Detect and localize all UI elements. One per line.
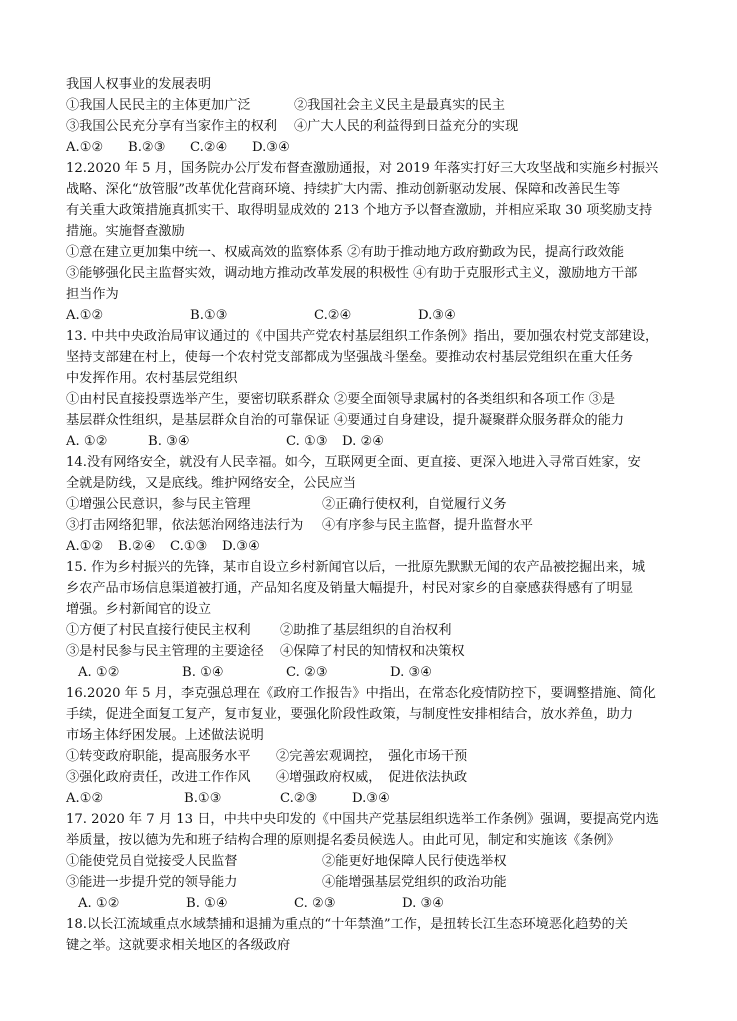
question-text-line: 措施。实施督查激励 bbox=[66, 224, 185, 239]
option-2: ②正确行使权利，自觉履行义务 bbox=[322, 497, 507, 512]
option-line: ①由村民直接投票选举产生，要密切联系群众 ②要全面领导隶属村的各类组织和各项工作 ③是 bbox=[66, 392, 616, 407]
choice-d: D. ③④ bbox=[402, 896, 445, 911]
choice-c: C. ②③ bbox=[286, 665, 328, 680]
question-17 bbox=[66, 809, 688, 914]
option-4: ④有序参与民主监督，提升监督水平 bbox=[322, 518, 533, 533]
choice-c: C.①③ bbox=[170, 539, 208, 554]
choice-a: A. ①② bbox=[66, 434, 108, 449]
option-line: 基层群众性组织，是基层群众自治的可靠保证 ④要通过自身建设，提升凝聚群众服务群众的能力 bbox=[66, 413, 625, 428]
option-2: ②完善宏观调控， 强化市场干预 bbox=[276, 749, 468, 764]
option-4: ④增强政府权威， 促进依法执政 bbox=[276, 770, 468, 785]
question-text-line: 16.2020 年 5 月，李克强总理在《政府工作报告》中指出，在常态化疫情防控下，要调整措施、简化 bbox=[66, 686, 656, 701]
option-1: ①增强公民意识，参与民主管理 bbox=[66, 497, 251, 512]
choice-a: A.①② bbox=[66, 539, 104, 554]
option-4: ④能增强基层党组织的政治功能 bbox=[322, 875, 507, 890]
choice-c: C. ①③ bbox=[286, 434, 328, 449]
choice-b: B. ③④ bbox=[148, 434, 190, 449]
choice-d: D.③④ bbox=[222, 539, 260, 554]
choice-b: B.①③ bbox=[184, 791, 222, 806]
choice-d: D.③④ bbox=[418, 308, 456, 323]
exam-page bbox=[66, 74, 688, 956]
option-row bbox=[66, 494, 688, 515]
option-row bbox=[66, 767, 688, 788]
option-row bbox=[66, 116, 688, 137]
question-18 bbox=[66, 914, 688, 956]
answer-choices bbox=[66, 662, 688, 683]
question-stem: 我国人权事业的发展表明 bbox=[66, 77, 212, 92]
choice-d: D.③④ bbox=[352, 791, 390, 806]
option-row bbox=[66, 872, 688, 893]
choice-c: C.②④ bbox=[190, 140, 228, 155]
choice-b: B.②④ bbox=[118, 539, 156, 554]
option-3: ③我国公民充分享有当家作主的权利 bbox=[66, 119, 277, 134]
option-1: ①能使党员自觉接受人民监督 bbox=[66, 854, 238, 869]
option-3: ③强化政府责任，改进工作作风 bbox=[66, 770, 251, 785]
choice-a: A.①② bbox=[66, 791, 104, 806]
question-text-line: 17. 2020 年 7 月 13 日，中共中央印发的《中国共产党基层组织选举工作条例》强调，要提高党内选 bbox=[66, 812, 659, 827]
question-text-line: 中发挥作用。农村基层党组织 bbox=[66, 371, 238, 386]
choice-a: A.①② bbox=[66, 140, 104, 155]
question-13 bbox=[66, 326, 688, 452]
question-14 bbox=[66, 452, 688, 557]
question-text-line: 15. 作为乡村振兴的先锋，某市自设立乡村新闻官以后，一批原先默默无闻的农产品被挖掘出来，城 bbox=[66, 560, 646, 575]
option-3: ③打击网络犯罪，依法惩治网络违法行为 bbox=[66, 518, 304, 533]
option-3: ③能进一步提升党的领导能力 bbox=[66, 875, 238, 890]
option-1: ①转变政府职能，提高服务水平 bbox=[66, 749, 251, 764]
option-2: ②助推了基层组织的自治权利 bbox=[280, 623, 452, 638]
option-line: ①意在建立更加集中统一、权威高效的监察体系 ②有助于推动地方政府勤政为民，提高行政效能 bbox=[66, 245, 625, 260]
choice-d: D.③④ bbox=[252, 140, 290, 155]
option-row bbox=[66, 95, 688, 116]
question-text-line: 乡农产品市场信息渠道被打通，产品知名度及销量大幅提升，村民对家乡的自豪感获得感有了明显 bbox=[66, 581, 634, 596]
question-text-line: 全就是防线，又是底线。维护网络安全，公民应当 bbox=[66, 476, 357, 491]
choice-b: B. ①④ bbox=[186, 896, 228, 911]
answer-choices bbox=[66, 893, 688, 914]
option-3: ③是村民参与民主管理的主要途径 bbox=[66, 644, 264, 659]
option-line: ③能够强化民主监督实效，调动地方推动改革发展的积极性 ④有助于克服形式主义，激励地方干部 bbox=[66, 266, 638, 281]
option-row bbox=[66, 746, 688, 767]
question-text-line: 战略、深化“放管服”改革优化营商环境、持续扩大内需、推动创新驱动发展、保障和改善民生等 bbox=[66, 182, 621, 197]
question-text-line: 键之举。这就要求相关地区的各级政府 bbox=[66, 938, 291, 953]
answer-choices bbox=[66, 536, 688, 557]
question-text-line: 市场主体纾困发展。上述做法说明 bbox=[66, 728, 264, 743]
question-text-line: 有关重大政策措施真抓实干、取得明显成效的 213 个地方予以督查激励，并相应采取 30 项奖励支持 bbox=[66, 203, 653, 218]
choice-b: B.①③ bbox=[190, 308, 228, 323]
choice-b: B.②③ bbox=[128, 140, 166, 155]
choice-b: B. ①④ bbox=[182, 665, 224, 680]
answer-choices bbox=[66, 788, 688, 809]
option-2: ②我国社会主义民主是最真实的民主 bbox=[294, 98, 505, 113]
option-4: ④广大人民的利益得到日益充分的实现 bbox=[294, 119, 519, 134]
option-4: ④保障了村民的知情权和决策权 bbox=[280, 644, 465, 659]
question-text-line: 增强。乡村新闻官的设立 bbox=[66, 602, 212, 617]
answer-choices bbox=[66, 431, 688, 452]
choice-a: A. ①② bbox=[78, 665, 120, 680]
option-row bbox=[66, 620, 688, 641]
choice-d: D. ③④ bbox=[390, 665, 433, 680]
choice-d: D. ②④ bbox=[342, 434, 385, 449]
question-text-line: 举质量，按以德为先和班子结构合理的原则提名委员候选人。由此可见，制定和实施该《条例》 bbox=[66, 833, 620, 848]
question-11 bbox=[66, 74, 688, 158]
choice-c: C. ②③ bbox=[294, 896, 336, 911]
question-text-line: 14.没有网络安全，就没有人民幸福。如今，互联网更全面、更直接、更深入地进入寻常百姓家，安 bbox=[66, 455, 641, 470]
option-1: ①我国人民民主的主体更加广泛 bbox=[66, 98, 251, 113]
option-row bbox=[66, 515, 688, 536]
question-text-line: 坚持支部建在村上，使每一个农村党支部都成为坚强战斗堡垒。要推动农村基层党组织在重大任务 bbox=[66, 350, 634, 365]
question-15 bbox=[66, 557, 688, 683]
question-12 bbox=[66, 158, 688, 326]
option-line: 担当作为 bbox=[66, 287, 119, 302]
question-text-line: 手续，促进全面复工复产，复市复业，要强化阶段性政策，与制度性安排相结合，放水养鱼，助力 bbox=[66, 707, 634, 722]
option-row bbox=[66, 851, 688, 872]
choice-c: C.②③ bbox=[280, 791, 318, 806]
option-row bbox=[66, 641, 688, 662]
answer-choices bbox=[66, 305, 688, 326]
question-text-line: 12.2020 年 5 月，国务院办公厅发布督查激励通报，对 2019 年落实打好三大攻坚战和实施乡村振兴 bbox=[66, 161, 659, 176]
option-2: ②能更好地保障人民行使选举权 bbox=[322, 854, 507, 869]
question-text-line: 13. 中共中央政治局审议通过的《中国共产党农村基层组织工作条例》指出，要加强农村党支部建设， bbox=[66, 329, 659, 344]
choice-a: A. ①② bbox=[78, 896, 120, 911]
option-1: ①方便了村民直接行使民主权利 bbox=[66, 623, 251, 638]
answer-choices bbox=[66, 137, 688, 158]
question-16 bbox=[66, 683, 688, 809]
choice-a: A.①② bbox=[66, 308, 104, 323]
question-text-line: 18.以长江流域重点水域禁捕和退捕为重点的“十年禁渔”工作，是扭转长江生态环境恶化趋势的关 bbox=[66, 917, 628, 932]
choice-c: C.②④ bbox=[314, 308, 352, 323]
